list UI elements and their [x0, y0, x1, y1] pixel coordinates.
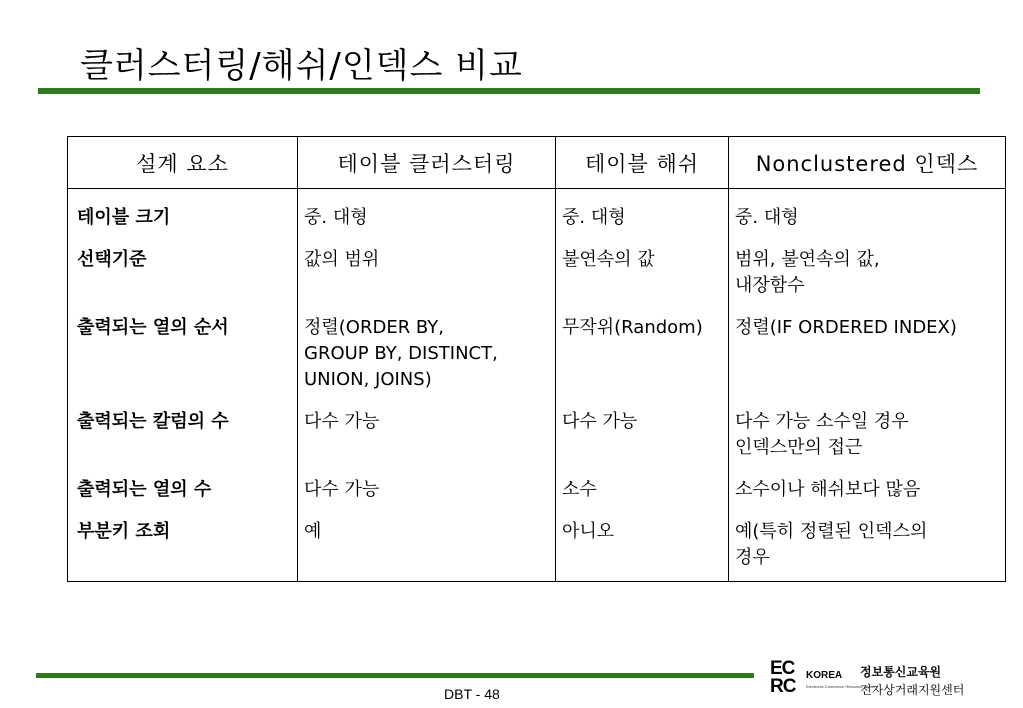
column-header-table-clustering: 테이블 클러스터링	[298, 137, 556, 189]
cell-text-line: 내장함수	[735, 275, 805, 296]
cell-text-line: 다수 가능	[562, 411, 638, 432]
cell-text-line: 중. 대형	[562, 207, 626, 228]
row-label: 출력되는 열의 수	[68, 461, 298, 503]
column-header-design-element: 설계 요소	[68, 137, 298, 189]
clustering-cell	[298, 231, 556, 299]
cell-text-line: 무작위(Random)	[562, 317, 703, 338]
nonclustered-cell	[729, 189, 1006, 232]
clustering-cell	[298, 393, 556, 461]
cell-text-line: 다수 가능	[304, 479, 380, 500]
footer-divider	[36, 673, 754, 678]
table-row	[68, 461, 1006, 503]
logo-subtext: Electronic Commerce Resource Center	[806, 684, 876, 689]
organization-logo	[770, 660, 970, 702]
cell-text-line: 경우	[735, 547, 770, 568]
table-row	[68, 189, 1006, 232]
comparison-table	[67, 136, 1006, 582]
hash-cell	[556, 461, 729, 503]
clustering-cell	[298, 299, 556, 393]
logo-korea-text: KOREA	[806, 670, 843, 681]
table-row	[68, 231, 1006, 299]
page-title: 클러스터링/해쉬/인덱스 비교	[80, 46, 523, 86]
cell-text-line: 인덱스만의 접근	[735, 437, 863, 458]
nonclustered-cell	[729, 299, 1006, 393]
page-number: DBT - 48	[444, 686, 500, 702]
nonclustered-cell	[729, 461, 1006, 503]
cell-text-line: UNION, JOINS)	[304, 369, 432, 390]
table-row	[68, 393, 1006, 461]
row-label: 선택기준	[68, 231, 298, 299]
cell-text-line: 다수 가능 소수일 경우	[735, 411, 909, 432]
row-label: 출력되는 열의 순서	[68, 299, 298, 393]
hash-cell	[556, 299, 729, 393]
cell-text-line: 예	[304, 521, 322, 542]
table-row	[68, 299, 1006, 393]
cell-text-line: 불연속의 값	[562, 249, 655, 270]
hash-cell	[556, 231, 729, 299]
cell-text-line: 예(특히 정렬된 인덱스의	[735, 521, 928, 542]
hash-cell	[556, 189, 729, 232]
hash-cell	[556, 503, 729, 582]
nonclustered-cell	[729, 231, 1006, 299]
clustering-cell	[298, 461, 556, 503]
row-label: 테이블 크기	[68, 189, 298, 232]
cell-text-line: 소수	[562, 479, 597, 500]
cell-text-line: GROUP BY, DISTINCT,	[304, 343, 498, 364]
cell-text-line: 소수이나 해쉬보다 많음	[735, 479, 921, 500]
row-label: 부분키 조회	[68, 503, 298, 582]
cell-text-line: 정렬(IF ORDERED INDEX)	[735, 317, 957, 338]
column-header-nonclustered-index: Nonclustered 인덱스	[729, 137, 1006, 189]
title-divider	[38, 88, 980, 94]
cell-text-line: 아니오	[562, 521, 615, 542]
ecrc-logo-mark: EC RC	[770, 658, 796, 697]
cell-text-line: 다수 가능	[304, 411, 380, 432]
cell-text-line: 값의 범위	[304, 249, 380, 270]
cell-text-line: 정렬(ORDER BY,	[304, 317, 445, 338]
column-header-table-hash: 테이블 해쉬	[556, 137, 729, 189]
cell-text-line: 범위, 불연속의 값,	[735, 249, 880, 270]
clustering-cell	[298, 503, 556, 582]
nonclustered-cell	[729, 503, 1006, 582]
table-row	[68, 503, 1006, 582]
cell-text-line: 중. 대형	[735, 207, 799, 228]
org-name-line2: 전자상거래지원센터	[860, 683, 965, 697]
row-label: 출력되는 칼럼의 수	[68, 393, 298, 461]
table-header-row	[68, 137, 1006, 189]
clustering-cell	[298, 189, 556, 232]
cell-text-line: 중. 대형	[304, 207, 368, 228]
org-name-line1: 정보통신교육원	[860, 665, 942, 679]
hash-cell	[556, 393, 729, 461]
nonclustered-cell	[729, 393, 1006, 461]
